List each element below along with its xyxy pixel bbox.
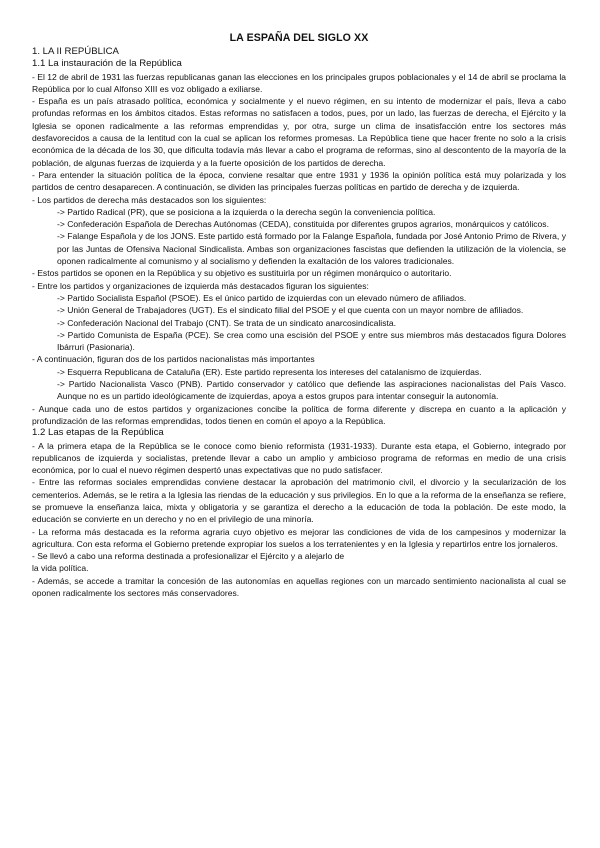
list-item: -> Confederación Nacional del Trabajo (CNT). Se trata de un sindicato anarcosindicalista. bbox=[57, 317, 396, 328]
list-item: -> Partido Radical (PR), que se posiciona a la izquierda o la derecha según la conveniencia política. bbox=[57, 206, 436, 217]
paragraph: - Aunque cada uno de estos partidos y organizaciones concibe la política de forma diferente y discrepa en cuanto a la aplicación y profundización de las reformas emprendidas, todos tienen en común el apoyo a la República. bbox=[32, 403, 566, 426]
paragraph: - La reforma más destacada es la reforma agraria cuyo objetivo es mejorar las condiciones de vida de los campesinos y modernizar la agricultura. Con esta reforma el Gobierno pretende expropiar los suelos a los terratenientes y en la Iglesia y repartirlos entre los jornaleros. bbox=[32, 526, 566, 549]
paragraph: - El 12 de abril de 1931 las fuerzas republicanas ganan las elecciones en los principales grupos poblacionales y el 14 de abril se proclama la República por lo cual Alfonso XIII es voz obligado a exiliarse. bbox=[32, 71, 566, 94]
paragraph: - Los partidos de derecha más destacados son los siguientes: bbox=[32, 194, 267, 205]
list-item: -> Unión General de Trabajadores (UGT). Es el sindicato filial del PSOE y el que cuenta con un mayor nombre de afiliados. bbox=[57, 305, 524, 316]
section-heading-1: 1. LA II REPÚBLICA bbox=[32, 46, 119, 57]
list-item: -> Partido Comunista de España (PCE). Se crea como una escisión del PSOE y entre sus miembros más destacados figura Dolores Ibárruri (Pasionaria). bbox=[57, 329, 566, 353]
paragraph: - A la primera etapa de la República se le conoce como bienio reformista (1931-1933). Durante esta etapa, el Gobierno, integrado por republicanos de izquierda y socialistas, pretende llevar a cabo un amplio y ambicioso programa de reformas en medio de una crisis económica, por lo cual el nuevo régimen despertó unas expectativas que no pudo satisfacer. bbox=[32, 440, 566, 476]
paragraph: - España es un país atrasado política, económica y socialmente y el nuevo régimen, en su intento de modernizar el país, lleva a cabo profundas reformas en los ámbitos citados. Estas reformas no satisfacen a todos, pues, por un lado, las fuerzas de derecha, el Ejército y la Iglesia se oponen radicalmente a las reformas emprendidas y, por otra, surge un clima de insatisfacción entre los sectores más desfavorecidos a causa de la lentitud con la cual se aplican los reformes promesas. La República tiene que hacer frente no solo a la crisis económica de la década de los 30, que dificulta todavía más llevar a cabo el programa de reformas, sino al descontento de la mayoría de la población, de algunas fuerzas de izquierda y a la fuerte oposición de los partidos de derecha. bbox=[32, 96, 566, 168]
list-item: -> Confederación Española de Derechas Autónomas (CEDA), constituida por diferentes grupos agrarios, monárquicos y católicos. bbox=[57, 219, 549, 230]
paragraph: la vida política. bbox=[32, 563, 89, 574]
paragraph: - Para entender la situación política de la época, conviene resaltar que entre 1931 y 1936 la opinión política está muy polarizada y los partidos de centro desaparecen. A continuación, se dividen las principales fuerzas políticas en partido de derecha y de izquierda. bbox=[32, 169, 566, 193]
list-item: -> Falange Española y de los JONS. Este partido está formado por la Falange Española, fundada por José Antonio Primo de Rivera, y por las Juntas de Ofensiva Nacional Sindicalista. Ambas son organizaciones fascistas que defienden la utilización de la violencia, se oponen radicalmente al comunismo y al socialismo y defienden la exaltación de los valores tradicionales. bbox=[57, 231, 566, 267]
paragraph: - Además, se accede a tramitar la concesión de las autonomías en aquellas regiones con un marcado sentimiento nacionalista al cual se oponen radicalmente los sectores más conservadores. bbox=[32, 575, 566, 599]
paragraph: - Entre las reformas sociales emprendidas conviene destacar la aprobación del matrimonio civil, el divorcio y la secularización de los cementerios. Además, se le retira a la Iglesia las riendas de la educación y sus privilegios. En lo que a la reforma de la enseñanza se refiere, se promueve la enseñanza laica, mixta y obligatoria y se garantiza el derecho a la educación de toda la población. De este modo, la educación se convierte en un derecho y no en el privilegio de una minoría. bbox=[32, 477, 566, 525]
document-title: LA ESPAÑA DEL SIGLO XX bbox=[229, 32, 369, 44]
list-item: -> Partido Nacionalista Vasco (PNB). Partido conservador y católico que defiende las aspiraciones nacionalistas del País Vasco. Aunque no es un partido ideológicamente de izquierdas, apoya a estos grupos para intentar conseguir la autonomía. bbox=[57, 379, 566, 402]
section-heading-1-1: 1.1 La instauración de la República bbox=[32, 58, 182, 70]
paragraph: - Entre los partidos y organizaciones de izquierda más destacados figuran los siguientes: bbox=[32, 280, 369, 291]
paragraph: - A continuación, figuran dos de los partidos nacionalistas más importantes bbox=[32, 354, 315, 365]
paragraph: - Se llevó a cabo una reforma destinada a profesionalizar el Ejército y a alejarlo de bbox=[32, 551, 345, 562]
list-item: -> Partido Socialista Español (PSOE). Es el único partido de izquierdas con un elevado número de afiliados. bbox=[57, 292, 467, 303]
section-heading-1-2: 1.2 Las etapas de la República bbox=[32, 427, 164, 439]
paragraph: - Estos partidos se oponen en la República y su objetivo es sustituirla por un régimen monárquico o autoritario. bbox=[32, 268, 452, 279]
list-item: -> Esquerra Republicana de Cataluña (ER). Este partido representa los intereses del catalanismo de izquierdas. bbox=[57, 366, 482, 377]
